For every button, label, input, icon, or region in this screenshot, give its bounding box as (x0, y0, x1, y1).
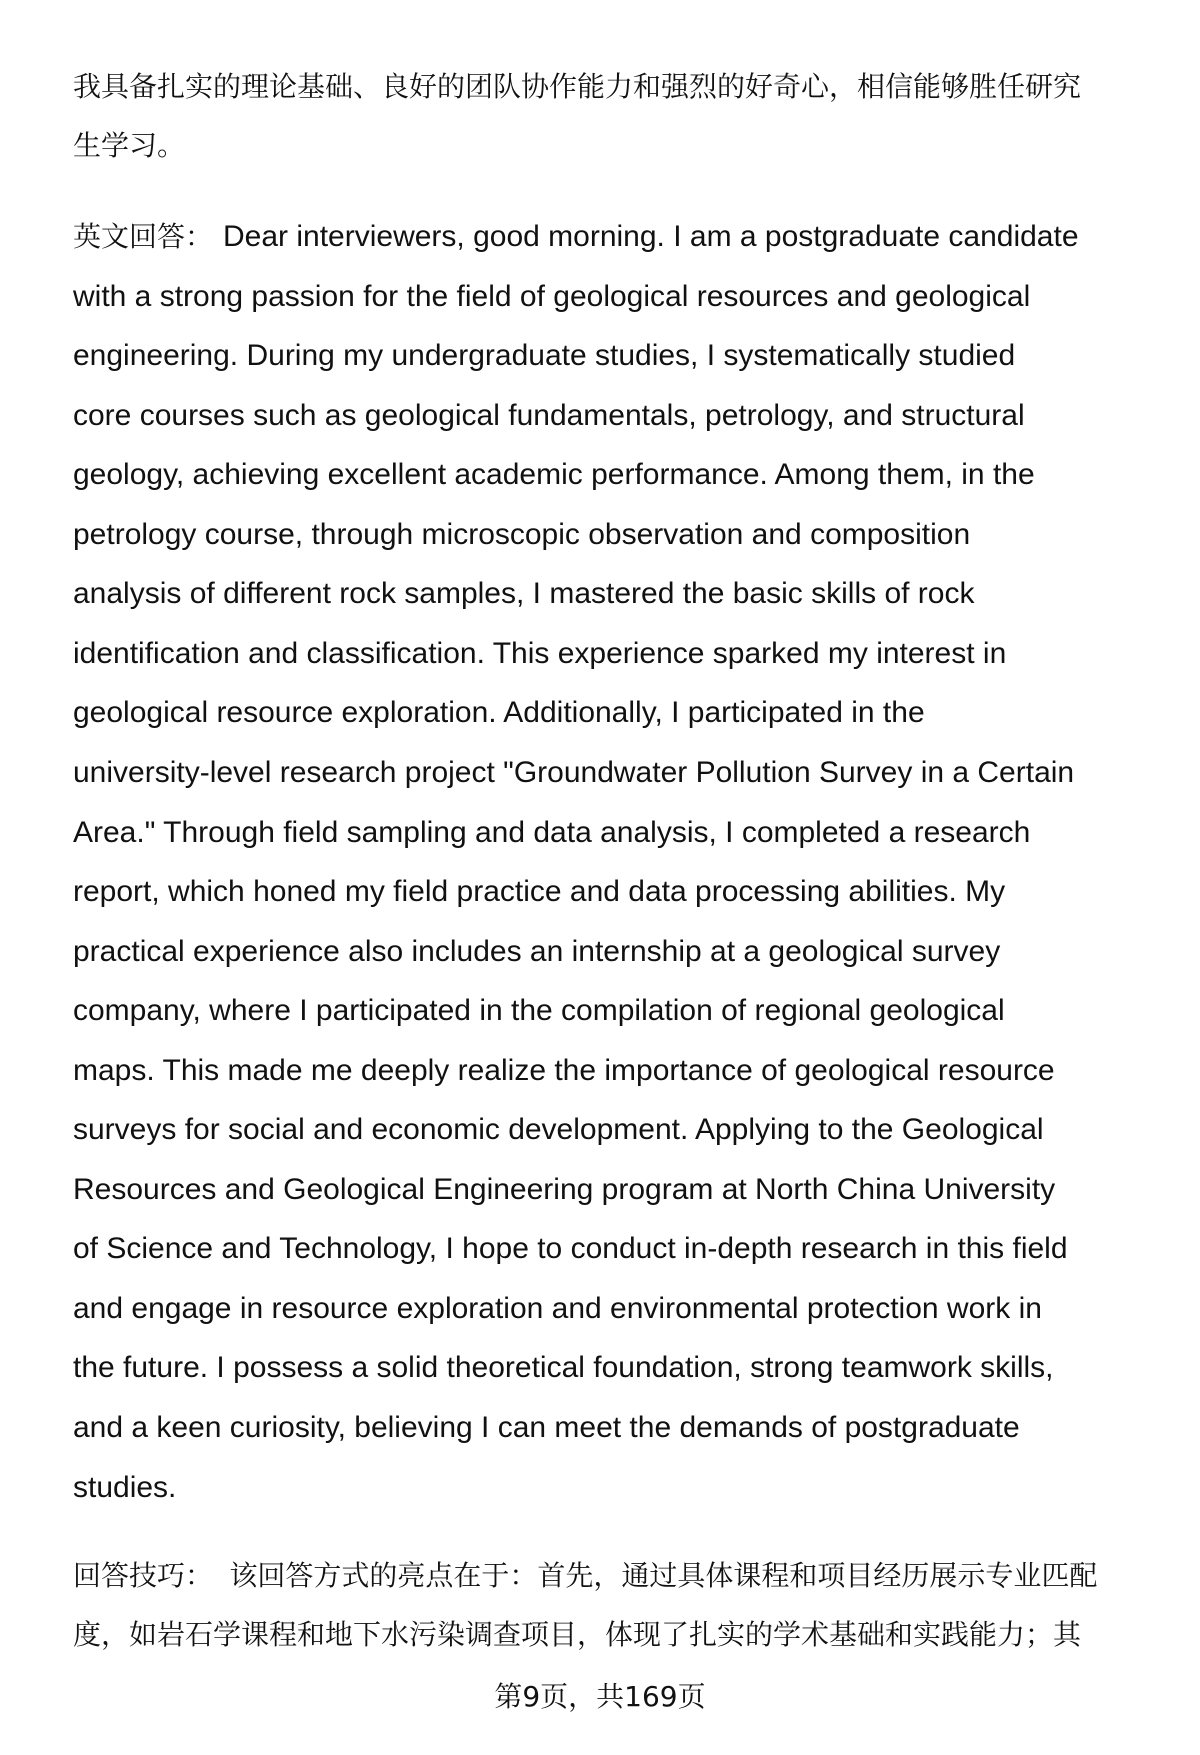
answer-line: maps. This made me deeply realize the importance of geological resource (73, 1053, 1055, 1087)
answer-line: geology, achieving excellent academic performance. Among them, in the (73, 458, 1035, 492)
answer-line: of Science and Technology, I hope to conduct in-depth research in this field (73, 1232, 1068, 1266)
intro-line: 生学习。 (73, 129, 186, 162)
answer-line: analysis of different rock samples, I mastered the basic skills of rock (73, 577, 975, 611)
answer-line: and engage in resource exploration and environmental protection work in (73, 1291, 1042, 1325)
answer-line: company, where I participated in the compilation of regional geological (73, 994, 1005, 1028)
answer-line: engineering. During my undergraduate studies, I systematically studied (73, 339, 1016, 373)
answer-line (73, 217, 1079, 257)
answer-line: with a strong passion for the field of geological resources and geological (73, 279, 1031, 313)
watermark (180, 655, 328, 819)
answer-line: university-level research project "Groundwater Pollution Survey in a Certain (73, 755, 1075, 789)
answer-line: and a keen curiosity, believing I can meet the demands of postgraduate (73, 1411, 1020, 1444)
page-number: 第9页，共169页 (494, 1680, 706, 1713)
tips-label: 回答技巧： (73, 1559, 214, 1592)
answer-line: geological resource exploration. Additionally, I participated in the (73, 696, 925, 730)
answer-line: petrology course, through microscopic observation and composition (73, 517, 971, 551)
answer-line: studies. (73, 1470, 177, 1504)
answer-line: Resources and Geological Engineering program at North China University (73, 1172, 1056, 1206)
answer-line: the future. I possess a solid theoretical foundation, strong teamwork skills, (73, 1351, 1054, 1385)
intro-line: 我具备扎实的理论基础、良好的团队协作能力和强烈的好奇心，相信能够胜任研究 (73, 70, 1082, 103)
answer-text: Dear interviewers, good morning. I am a postgraduate candidate (223, 220, 1079, 253)
answer-line: surveys for social and economic development. Applying to the Geological (73, 1113, 1044, 1147)
answer-label: 英文回答： (73, 220, 214, 253)
answer-line: identification and classification. This experience sparked my interest in (73, 636, 1007, 670)
tips-text: 该回答方式的亮点在于：首先，通过具体课程和项目经历展示专业匹配 (229, 1559, 1098, 1592)
tips-line: 度，如岩石学课程和地下水污染调查项目，体现了扎实的学术基础和实践能力；其 (73, 1618, 1082, 1651)
answer-line: core courses such as geological fundamentals, petrology, and structural (73, 398, 1025, 432)
answer-line: practical experience also includes an internship at a geological survey (73, 934, 1001, 968)
answer-line: Area." Through field sampling and data analysis, I completed a research (73, 815, 1031, 849)
tips-line (73, 1556, 1097, 1596)
answer-line: report, which honed my field practice and data processing abilities. My (73, 875, 1006, 909)
